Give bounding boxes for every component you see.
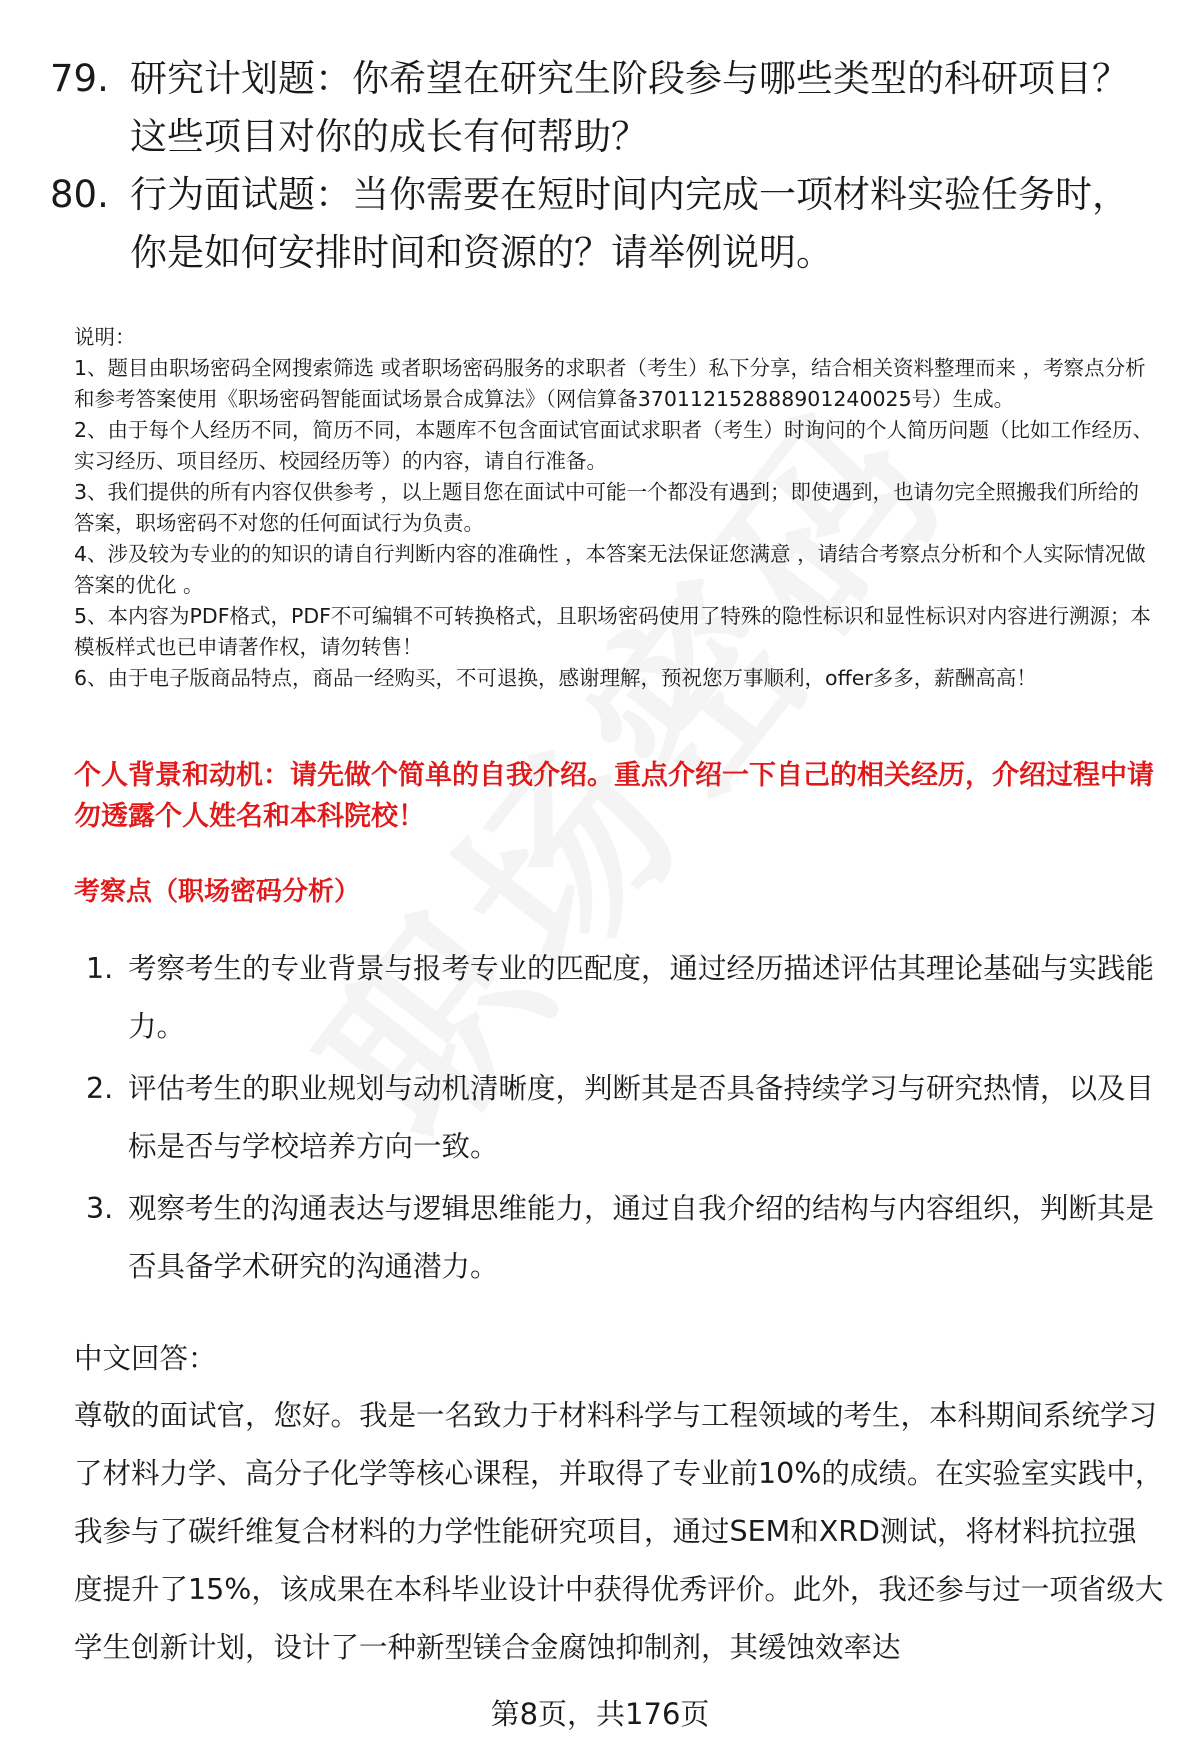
analysis-points-list [74,940,1164,1300]
analysis-point [74,1180,1164,1296]
point-text: 考察考生的专业背景与报考专业的匹配度，通过经历描述评估其理论基础与实践能力。 [128,952,1155,1043]
question-number: 80. [50,173,109,216]
note-item: 5、本内容为PDF格式，PDF不可编辑不可转换格式，且职场密码使用了特殊的隐性标识和显性标识对内容进行溯源；本模板样式也已申请著作权，请勿转售！ [74,604,1151,659]
note-item: 3、我们提供的所有内容仅供参考 ，以上题目您在面试中可能一个都没有遇到；即使遇到，也请勿完全照搬我们所给的答案，职场密码不对您的任何面试行为负责。 [74,480,1140,535]
analysis-point [74,940,1164,1056]
analysis-point [74,1060,1164,1176]
page-number-footer: 第8页，共176页 [490,1697,710,1731]
question-text: 行为面试题：当你需要在短时间内完成一项材料实验任务时，你是如何安排时间和资源的？请举例说明。 [130,173,1129,274]
answer-label: 中文回答： [74,1342,217,1375]
point-text: 观察考生的沟通表达与逻辑思维能力，通过自我介绍的结构与内容组织，判断其是否具备学术研究的沟通潜力。 [128,1192,1155,1283]
question-80 [50,166,1150,282]
question-79 [50,50,1150,166]
note-item: 2、由于每个人经历不同，简历不同，本题库不包含面试官面试求职者（考生）时询问的个人简历问题（比如工作经历、实习经历、项目经历、校园经历等）的内容，请自行准备。 [74,418,1154,473]
point-text: 评估考生的职业规划与动机清晰度，判断其是否具备持续学习与研究热情，以及目标是否与学校培养方向一致。 [128,1072,1155,1163]
point-number: 3. [86,1192,114,1225]
notes-title: 说明： [74,325,136,349]
point-number: 2. [86,1072,114,1105]
note-item: 1、题目由职场密码全网搜索筛选 或者职场密码服务的求职者（考生）私下分享，结合相关资料整理而来 ，考察点分析和参考答案使用《职场密码智能面试场景合成算法》（网信算备370112152888901240025号）生成。 [74,356,1146,411]
question-text: 研究计划题：你希望在研究生阶段参与哪些类型的科研项目？这些项目对你的成长有何帮助？ [130,57,1129,158]
question-number: 79. [50,57,109,100]
disclaimer-notes [74,322,1159,694]
analysis-title: 考察点（职场密码分析） [74,877,361,907]
note-item: 6、由于电子版商品特点，商品一经购买，不可退换，感谢理解，预祝您万事顺利，offer多多，薪酬高高！ [74,666,1037,690]
section-question-heading: 个人背景和动机：请先做个简单的自我介绍。重点介绍一下自己的相关经历，介绍过程中请勿透露个人姓名和本科院校！ [74,760,1154,832]
point-number: 1. [86,952,114,985]
note-item: 4、涉及较为专业的的知识的请自行判断内容的准确性 ，本答案无法保证您满意 ，请结合考察点分析和个人实际情况做答案的优化 。 [74,542,1146,597]
answer-text: 尊敬的面试官，您好。我是一名致力于材料科学与工程领域的考生，本科期间系统学习了材料力学、高分子化学等核心课程，并取得了专业前10%的成绩。在实验室实践中，我参与了碳纤维复合材料的力学性能研究项目，通过SEM和XRD测试，将材料抗拉强度提升了15%，该成果在本科毕业设计中获得优秀评价。此外，我还参与过一项省级大学生创新计划，设计了一种新型镁合金腐蚀抑制剂，其缓蚀效率达 [74,1399,1164,1664]
